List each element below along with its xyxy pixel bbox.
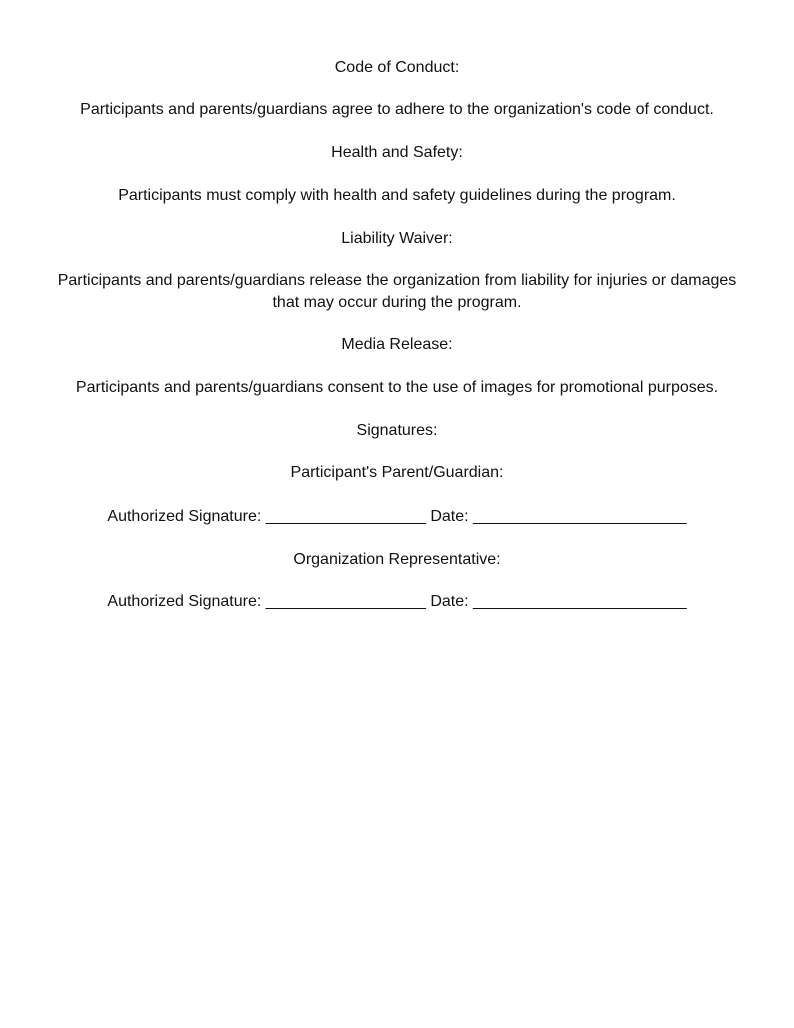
health-and-safety-text: Participants must comply with health and safety guidelines during the program. xyxy=(118,187,676,204)
liability-waiver-text-line2: that may occur during the program. xyxy=(272,294,522,311)
parent-guardian-signature-line: Authorized Signature: __________________ Date: ________________________ xyxy=(107,508,687,525)
health-and-safety-heading: Health and Safety: xyxy=(331,144,463,161)
code-of-conduct-text: Participants and parents/guardians agree to adhere to the organization's code of conduct. xyxy=(80,101,714,118)
liability-waiver-heading: Liability Waiver: xyxy=(341,230,453,247)
organization-representative-label: Organization Representative: xyxy=(293,551,501,568)
code-of-conduct-heading: Code of Conduct: xyxy=(334,59,460,76)
liability-waiver-text-line1: Participants and parents/guardians release the organization from liability for injuries or damages xyxy=(57,272,737,289)
organization-signature-line: Authorized Signature: __________________ Date: ________________________ xyxy=(107,593,687,610)
parent-guardian-label: Participant's Parent/Guardian: xyxy=(290,464,504,481)
signatures-heading: Signatures: xyxy=(356,422,438,439)
media-release-heading: Media Release: xyxy=(341,336,453,353)
media-release-text: Participants and parents/guardians consent to the use of images for promotional purposes. xyxy=(75,379,719,396)
